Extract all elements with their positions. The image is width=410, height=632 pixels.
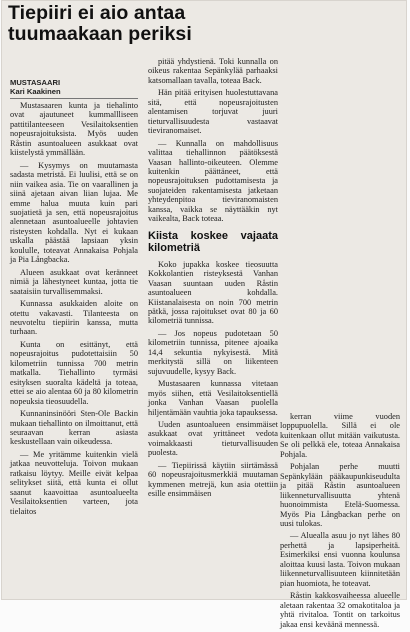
byline-author: Kari Kaakinen: [10, 87, 61, 96]
paragraph: kerran viime vuoden loppupuolella. Sillä ei ole kuitenkaan ollut mitään vaikutusta. Se oli pelkkä ele, toteaa Annakaisa Pohjala.: [280, 412, 400, 459]
paragraph: pitää yhdystienä. Toki kunnalla on oikeus rakentaa Sepänkylää parhaaksi katsomallaan tavalla, toteaa Back.: [148, 57, 278, 85]
paragraph: Koko jupakka koskee tieosuutta Kokkolantien risteyksestä Vanhan Vaasan suuntaan uuden Råstin asuntoalueen kohdalla. Kiistanalaisesta on noin 700 metrin pätkä, jossa rajoitukset ovat 80 ja 60 kilometriä tunnissa.: [148, 259, 278, 326]
paragraph: Mustasaaren kunnassa vitetaan myös siihen, että Vesilaitoksentiellä jonka Vanhan Vaasan puolella hiljentämään vauhtia joka tapauksessa.: [148, 379, 278, 417]
paragraph: Råstin kakkosvaiheessa alueelle aletaan rakentaa 32 omakotitaloa ja yhtä rivitaloa. Tontit on tarkoitus jakaa ensi keväänä mennessä.: [280, 591, 400, 629]
paragraph: Kunta on esittänyt, että nopeusrajoitus pudotettaisiin 50 kilometriin tunnissa 700 metrin matkalla. Tiehallinto tyrmäsi esityksen suoralta kädeltä ja toteaa, ettei se aio alentaa 60 ja 80 kilometrin nopeuksia tieosuudella.: [10, 339, 138, 406]
paragraph: — Tiepiirissä käytiin siirtämässä 60 nopeusrajoitusmerkkiä muutaman kymmenen metrejä, kun asia otettiin esille ensimmäisen: [148, 460, 278, 499]
divider: [10, 98, 138, 99]
paragraph: Kunnassa asukkaiden aloite on otettu vakavasti. Tilanteesta on neuvoteltu tiepiirin kanssa, mutta turhaan.: [10, 299, 138, 337]
newspaper-clipping: [2, 1, 406, 629]
paragraph: Hän pitää erityisen huolestuttavana sitä, että nopeusrajoitusten alentamisen torjuvat juuri tieturvallisuudesta vastaavat tieviranomaiset.: [148, 88, 278, 136]
paragraph: — Kunnalla on mahdollisuus valittaa tiehallinnon päätöksestä Vaasan hallinto-oikeuteen. Olemme kuitenkin päättäneet, että nopeusrajoituksen pudottamisesta ja suojateiden rakentamisesta jatketaan yhteydenpitoa tieviranomaisten kanssa, vaikka se näyttääkin nyt vaikealta, Back toteaa.: [148, 138, 278, 224]
paragraph: — Jos nopeus pudotetaan 50 kilometriin tunnissa, pitenee ajoaika 14,4 sekuntia nykyisestä. Mitä merkitystä sillä on liikenteen sujuvuudelle, kysyy Back.: [148, 328, 278, 376]
paragraph: — Me yritämme kuitenkin vielä jatkaa neuvotteluja. Toivon mukaan ratkaisu löytyy. Meille eivät kelpaa selitykset siitä, että kunta ei ollut saanut kaavoittaa asuntoalueelta Vesilaitoksentien varteen, jota tielaitos: [10, 449, 138, 516]
paragraph: Kunnaninsinööri Sten-Ole Backin mukaan tiehallinto on ilmoittanut, että seuraavan kerran asiasta keskustellaan vain oikeudessa.: [10, 409, 138, 447]
column-3: [280, 412, 400, 632]
column-1: [10, 101, 138, 519]
paragraph: — Aluealla asuu jo nyt lähes 80 perhettä ja lapsiperheitä. Esimerkiksi ensi vuonna koulunsa aloittaa kuusi lasta. Toivon mukaan liikenneturvallisuuteen kiinnitetään pian huomiota, he toteavat.: [280, 531, 400, 588]
paragraph: Mustasaaren kunta ja tiehalinto ovat ajautuneet kummallliseen pattitilanteeseen Vesilaitoksentien nopeusrajoituksista. Myös uuden Råstin asuntoalueen asukkaat ovat kiistelystä ymmällään.: [10, 101, 138, 158]
paragraph: Alueen asukkaat ovat keränneet nimiä ja lähestyneet kuntaa, jotta tie saataisiin turvallisemmaksi.: [10, 267, 138, 296]
paragraph: Pohjalan perhe muutti Sepänkylään pääkaupunkiseudulta ja pitää Råstin asuntoalueen liikenneturvallisuutta yhtenä huonoimmista Etelä-Suomessa. Myös Pia Långbackan perhe on uusi tulokas.: [280, 462, 400, 528]
subheading: Kiista koskee vajaata kilometriä: [148, 229, 278, 255]
headline: Tiepiiri ei aio antaa tuumaakaan periksi: [8, 2, 192, 45]
column-2: [148, 57, 278, 502]
paragraph: Uuden asuntoalueen ensimmäiset asukkaat ovat yrittäneet vedota voimakkaasti tieturvallisuuden puolesta.: [148, 419, 278, 458]
paragraph: — Kysymys on muutamasta sadasta metristä. Ei luulisi, että se on niin vaikea asia. Tie on vaarallinen ja siinä ajetaan aivan liian lujaa. Me emme halua muuta kuin pari suojatietä ja sen, että nopeusrajoitus alennetaan asuntoalueelle johtavien risteysten kohdalla. Nyt ei kukaan uskalla päästää lapsiaan yksin koululle, toteavat Annakaisa Pohjala ja Pia Långbacka.: [10, 160, 138, 265]
dateline-location: MUSTASAARI: [10, 78, 61, 87]
